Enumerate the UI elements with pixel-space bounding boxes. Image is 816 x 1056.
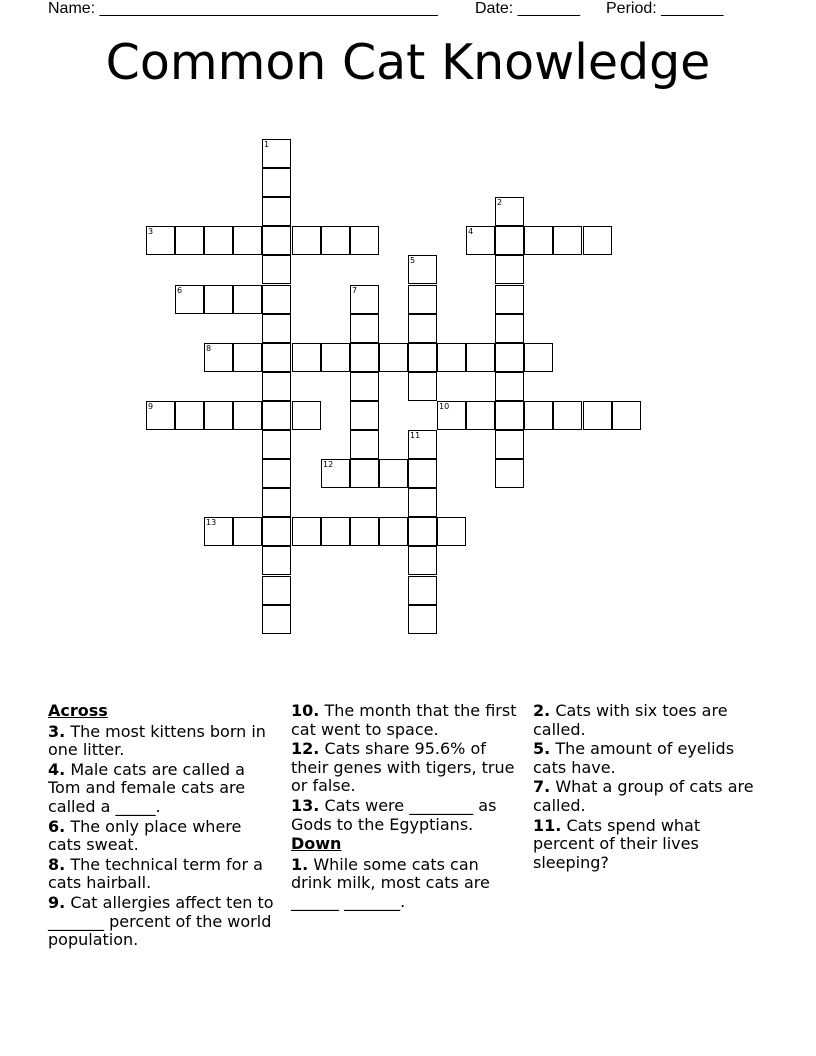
grid-cell[interactable] [495, 343, 524, 372]
clue-down-5: 5. The amount of eyelids cats have. [533, 739, 735, 777]
clue-number: 2 [497, 198, 503, 207]
grid-cell[interactable] [292, 343, 321, 372]
grid-cell[interactable] [146, 226, 175, 255]
grid-cell[interactable] [146, 401, 175, 430]
grid-cell[interactable] [408, 517, 437, 546]
grid-cell[interactable] [408, 430, 437, 459]
clue-number: 7 [352, 286, 358, 295]
clue-across-9: 9. Cat allergies affect ten to _______ percent of the world population. [48, 892, 274, 950]
name-field-label[interactable]: Name: ______________________________________ [48, 0, 438, 17]
grid-cell[interactable] [292, 226, 321, 255]
clue-across-13: 13. Cats were ________ as Gods to the Egyptians. [291, 795, 497, 834]
grid-cell[interactable] [495, 372, 524, 401]
across-heading: Across [48, 701, 108, 720]
grid-cell[interactable] [175, 226, 204, 255]
grid-cell[interactable] [379, 517, 408, 546]
clue-down-2: 2. Cats with six toes are called. [533, 701, 728, 739]
grid-cell[interactable] [408, 255, 437, 284]
grid-cell[interactable] [204, 285, 233, 314]
clue-down-11: 11. Cats spend what percent of their lives sleeping? [533, 815, 701, 872]
grid-cell[interactable] [553, 226, 582, 255]
grid-cell[interactable] [437, 517, 466, 546]
grid-cell[interactable] [262, 285, 291, 314]
clues-column-3 [533, 702, 763, 873]
clue-across-8: 8. The technical term for a cats hairball. [48, 854, 263, 893]
grid-cell[interactable] [408, 285, 437, 314]
grid-cell[interactable] [292, 401, 321, 430]
grid-cell[interactable] [350, 430, 379, 459]
grid-cell[interactable] [437, 343, 466, 372]
grid-cell[interactable] [350, 226, 379, 255]
grid-cell[interactable] [437, 401, 466, 430]
grid-cell[interactable] [553, 401, 582, 430]
grid-cell[interactable] [262, 401, 291, 430]
grid-cell[interactable] [350, 285, 379, 314]
clue-across-3: 3. The most kittens born in one litter. [48, 721, 266, 760]
grid-cell[interactable] [262, 488, 291, 517]
down-heading: Down [291, 834, 342, 854]
clues-column-2 [291, 702, 519, 913]
grid-cell[interactable] [204, 343, 233, 372]
clue-number: 6 [177, 286, 183, 295]
grid-cell[interactable] [321, 517, 350, 546]
grid-cell[interactable] [262, 139, 291, 168]
clue-number: 5 [410, 256, 416, 265]
grid-cell[interactable] [292, 517, 321, 546]
grid-cell[interactable] [204, 226, 233, 255]
grid-cell[interactable] [612, 401, 641, 430]
grid-cell[interactable] [262, 517, 291, 546]
period-field-label[interactable]: Period: _______ [606, 0, 724, 17]
grid-cell[interactable] [204, 401, 233, 430]
grid-cell[interactable] [175, 401, 204, 430]
grid-cell[interactable] [262, 576, 291, 605]
grid-cell[interactable] [495, 314, 524, 343]
clue-number: 12 [323, 460, 334, 469]
grid-cell[interactable] [408, 314, 437, 343]
clue-across-12: 12. Cats share 95.6% of their genes with tigers, true or false. [291, 739, 515, 796]
grid-cell[interactable] [495, 459, 524, 488]
grid-cell[interactable] [408, 459, 437, 488]
grid-cell[interactable] [495, 226, 524, 255]
grid-cell[interactable] [350, 401, 379, 430]
grid-cell[interactable] [233, 517, 262, 546]
clue-number: 11 [410, 431, 421, 440]
grid-cell[interactable] [262, 430, 291, 459]
clue-number: 10 [439, 402, 450, 411]
grid-cell[interactable] [262, 168, 291, 197]
grid-cell[interactable] [262, 314, 291, 343]
grid-cell[interactable] [321, 343, 350, 372]
grid-cell[interactable] [408, 488, 437, 517]
grid-cell[interactable] [408, 605, 437, 634]
grid-cell[interactable] [466, 401, 495, 430]
clue-across-10: 10. The month that the first cat went to space. [291, 701, 517, 739]
clue-across-4: 4. Male cats are called a Tom and female cats are called a _____. [48, 759, 246, 816]
grid-cell[interactable] [408, 546, 437, 575]
grid-cell[interactable] [262, 343, 291, 372]
grid-cell[interactable] [524, 343, 553, 372]
grid-cell[interactable] [233, 285, 262, 314]
grid-cell[interactable] [583, 226, 612, 255]
grid-cell[interactable] [379, 459, 408, 488]
page-title: Common Cat Knowledge [105, 34, 711, 91]
grid-cell[interactable] [379, 343, 408, 372]
grid-cell[interactable] [466, 343, 495, 372]
grid-cell[interactable] [175, 285, 204, 314]
grid-cell[interactable] [262, 459, 291, 488]
grid-cell[interactable] [524, 226, 553, 255]
grid-cell[interactable] [262, 255, 291, 284]
clues-column-1 [48, 702, 278, 951]
grid-cell[interactable] [350, 517, 379, 546]
clue-down-1: 1. While some cats can drink milk, most cats are ______ _______. [291, 854, 490, 911]
grid-cell[interactable] [262, 372, 291, 401]
grid-cell[interactable] [408, 576, 437, 605]
grid-cell[interactable] [233, 226, 262, 255]
clue-number: 1 [264, 140, 270, 149]
clue-number: 3 [148, 227, 154, 236]
grid-cell[interactable] [495, 285, 524, 314]
date-field-label[interactable]: Date: _______ [475, 0, 580, 17]
grid-cell[interactable] [350, 459, 379, 488]
clue-number: 9 [148, 402, 154, 411]
grid-cell[interactable] [350, 372, 379, 401]
grid-cell[interactable] [583, 401, 612, 430]
grid-cell[interactable] [233, 343, 262, 372]
grid-cell[interactable] [350, 314, 379, 343]
grid-cell[interactable] [495, 430, 524, 459]
grid-cell[interactable] [321, 226, 350, 255]
grid-cell[interactable] [495, 197, 524, 226]
clue-across-6: 6. The only place where cats sweat. [48, 816, 242, 855]
grid-cell[interactable] [204, 517, 233, 546]
grid-cell[interactable] [408, 343, 437, 372]
grid-cell[interactable] [262, 226, 291, 255]
grid-cell[interactable] [262, 605, 291, 634]
grid-cell[interactable] [233, 401, 262, 430]
grid-cell[interactable] [262, 197, 291, 226]
grid-cell[interactable] [495, 401, 524, 430]
grid-cell[interactable] [408, 372, 437, 401]
grid-cell[interactable] [495, 255, 524, 284]
clue-number: 13 [206, 518, 217, 527]
clue-down-7: 7. What a group of cats are called. [533, 777, 754, 815]
grid-cell[interactable] [321, 459, 350, 488]
clue-number: 8 [206, 344, 212, 353]
grid-cell[interactable] [350, 343, 379, 372]
grid-cell[interactable] [262, 546, 291, 575]
clue-number: 4 [468, 227, 474, 236]
grid-cell[interactable] [524, 401, 553, 430]
grid-cell[interactable] [466, 226, 495, 255]
